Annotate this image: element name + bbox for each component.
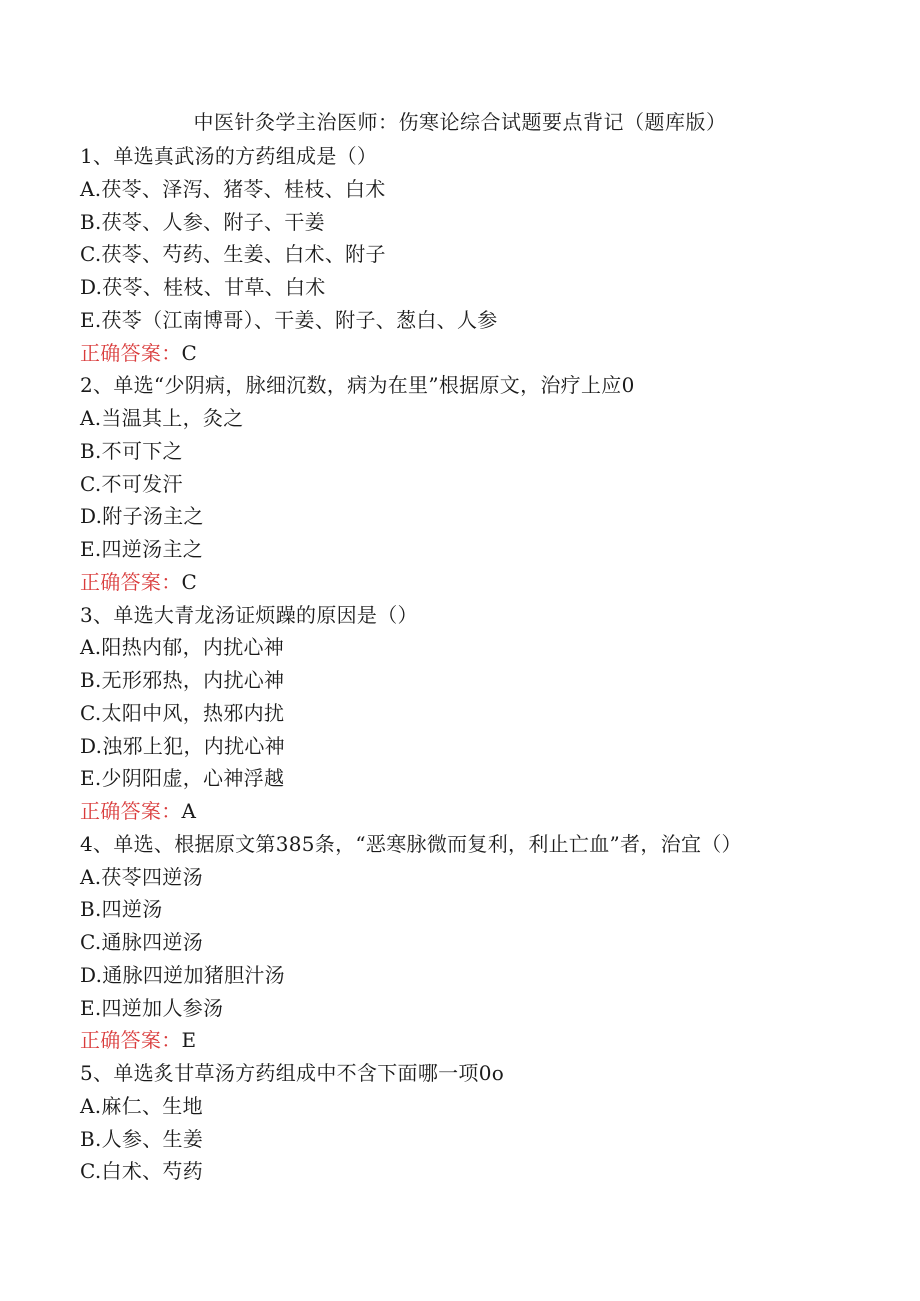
option-b: B.人参、生姜 <box>80 1126 204 1151</box>
question-stem: 3、单选大青龙汤证烦躁的原因是（） <box>80 602 418 627</box>
answer-value: C <box>181 569 198 594</box>
option-d: D.附子汤主之 <box>80 504 204 529</box>
option-a: A.茯苓四逆汤 <box>80 864 203 889</box>
question-stem: 5、单选炙甘草汤方药组成中不含下面哪一项0o <box>80 1061 505 1085</box>
option-c: C.太阳中风，热邪内扰 <box>80 700 285 725</box>
option-a: A.阳热内郁，内扰心神 <box>80 635 285 660</box>
question-stem: 2、单选“少阴病，脉细沉数，病为在里”根据原文，治疗上应0 <box>80 373 635 398</box>
option-e: E.少阴阳虚，心神浮越 <box>80 766 285 791</box>
option-b: B.无形邪热，内扰心神 <box>80 668 285 692</box>
document-title: 中医针灸学主治医师：伤寒论综合试题要点背记（题库版） <box>193 110 727 134</box>
answer-line <box>80 337 880 370</box>
option-c: C.茯苓、芍药、生姜、白术、附子 <box>80 242 386 267</box>
answer-value: A <box>181 799 197 823</box>
option-a: A.茯苓、泽泻、猪苓、桂枝、白术 <box>80 176 386 201</box>
option-c: C.通脉四逆汤 <box>80 930 204 954</box>
answer-value: C <box>181 340 198 365</box>
question-list <box>80 140 880 1188</box>
answer-line <box>80 566 880 599</box>
option-b: B.不可下之 <box>80 438 183 463</box>
option-a: A.当温其上，灸之 <box>80 406 244 430</box>
option-c: C.白术、芍药 <box>80 1159 204 1184</box>
answer-line <box>80 1024 880 1057</box>
option-d: D.茯苓、桂枝、甘草、白术 <box>80 275 326 299</box>
option-e: E.四逆汤主之 <box>80 537 204 561</box>
option-d: D.通脉四逆加猪胆汁汤 <box>80 962 285 987</box>
answer-label: 正确答案： <box>80 1028 182 1053</box>
option-b: B.茯苓、人参、附子、干姜 <box>80 209 325 234</box>
question-stem: 4、单选、根据原文第385条，“恶寒脉微而复利，利止亡血”者，治宜（） <box>80 831 742 856</box>
answer-label: 正确答案： <box>80 569 182 594</box>
option-d: D.浊邪上犯，内扰心神 <box>80 733 285 758</box>
question-stem: 1、单选真武汤的方药组成是（） <box>80 144 378 168</box>
answer-value: E <box>181 1028 197 1053</box>
option-a: A.麻仁、生地 <box>80 1093 203 1118</box>
answer-label: 正确答案： <box>80 340 182 365</box>
option-e: E.茯苓（江南博哥）、干姜、附子、葱白、人参 <box>80 307 498 332</box>
option-c: C.不可发汗 <box>80 471 183 496</box>
option-e: E.四逆加人参汤 <box>80 995 224 1020</box>
answer-line <box>80 795 880 828</box>
option-b: B.四逆汤 <box>80 897 163 922</box>
answer-label: 正确答案： <box>80 799 182 823</box>
